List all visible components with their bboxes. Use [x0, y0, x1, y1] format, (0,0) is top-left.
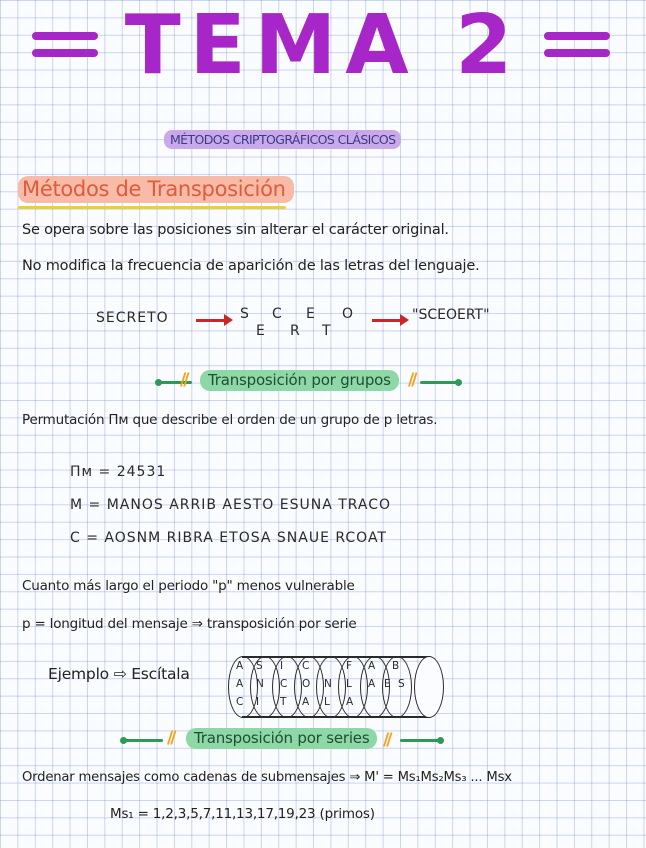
series-line-1: Ordenar mensajes como cadenas de submensajes ⇒ M' = Ms₁Ms₂Ms₃ ... Msx: [22, 770, 512, 785]
scytale-cell: O: [302, 678, 311, 690]
scytale-cell: L: [346, 678, 352, 690]
section-heading: Métodos de Transposición: [18, 176, 294, 203]
permutation-description: Permutación Πм que describe el orden de un grupo de p letras.: [22, 412, 438, 428]
split-bottom-2: R: [290, 323, 301, 339]
line-2: No modifica la frecuencia de aparición de las letras del lenguaje.: [22, 258, 480, 274]
line-1: Se opera sobre las posiciones sin alterar el carácter original.: [22, 222, 449, 238]
orange-flag-icon: //: [408, 370, 415, 390]
green-line: [400, 739, 440, 742]
scytale-cell: N: [324, 678, 332, 690]
arrow-icon: [196, 319, 226, 322]
green-line: [125, 739, 163, 742]
heading-underline: [18, 206, 286, 209]
split-top-3: E: [306, 306, 316, 322]
green-dot-icon: [437, 737, 444, 744]
scytale-cell: C: [280, 678, 288, 690]
subtitle: MÉTODOS CRIPTOGRÁFICOS CLÁSICOS: [164, 130, 401, 149]
example-result: "SCEOERT": [412, 307, 490, 323]
title-right-bar-bottom: [544, 49, 610, 57]
scytale-cell: B: [392, 660, 400, 672]
green-dot-icon: [455, 379, 462, 386]
scytale-cell: I: [256, 696, 260, 708]
split-bottom-3: T: [322, 323, 332, 339]
arrow-icon: [372, 319, 402, 322]
orange-flag-icon: //: [180, 370, 187, 390]
title-banner: [0, 0, 646, 93]
split-top-1: S: [240, 306, 250, 322]
title-right-bar-top: [544, 32, 610, 40]
scytale-cell: I: [280, 660, 284, 672]
note-2: p = longitud del mensaje ⇒ transposición por serie: [22, 616, 357, 632]
scytale-cell: S: [256, 660, 263, 672]
page-title: TEMA 2: [124, 0, 522, 93]
scytale-cell: C: [302, 660, 310, 672]
split-bottom-1: E: [256, 323, 266, 339]
green-line: [160, 381, 192, 384]
scytale-cell: S: [398, 678, 405, 690]
scytale-cell: F: [346, 660, 353, 672]
scytale-cell: A: [236, 660, 244, 672]
scytale-cell: L: [324, 696, 330, 708]
series-line-2: Ms₁ = 1,2,3,5,7,11,13,17,19,23 (primos): [110, 806, 375, 822]
scytale-cell: A: [236, 678, 244, 690]
split-top-2: C: [272, 306, 283, 322]
scytale-label: Ejemplo ⇨ Escítala: [48, 665, 190, 683]
subheading-grupos: Transposición por grupos: [200, 370, 399, 391]
scytale-cell: C: [236, 696, 244, 708]
scytale-cell: E: [384, 678, 391, 690]
example-word: SECRETO: [96, 310, 169, 326]
orange-flag-icon: //: [167, 728, 174, 748]
split-top-4: O: [342, 306, 355, 322]
scytale-cylinder-icon: [228, 656, 446, 718]
permutation-pi: Πм = 24531: [70, 464, 167, 480]
permutation-m: M = MANOS ARRIB AESTO ESUNA TRACO: [70, 497, 392, 513]
scytale-cell: A: [346, 696, 354, 708]
orange-flag-icon: //: [383, 730, 390, 750]
scytale-cell: N: [256, 678, 264, 690]
scytale-cell: T: [280, 696, 287, 708]
permutation-c: C = AOSNM RIBRA ETOSA SNAUE RCOAT: [70, 530, 387, 546]
scytale-cell: A: [368, 660, 376, 672]
subheading-series: Transposición por series: [186, 728, 377, 749]
green-line: [420, 381, 458, 384]
scytale-cell: A: [302, 696, 310, 708]
note-1: Cuanto más largo el periodo "p" menos vulnerable: [22, 578, 355, 594]
scytale-cell: A: [368, 678, 376, 690]
